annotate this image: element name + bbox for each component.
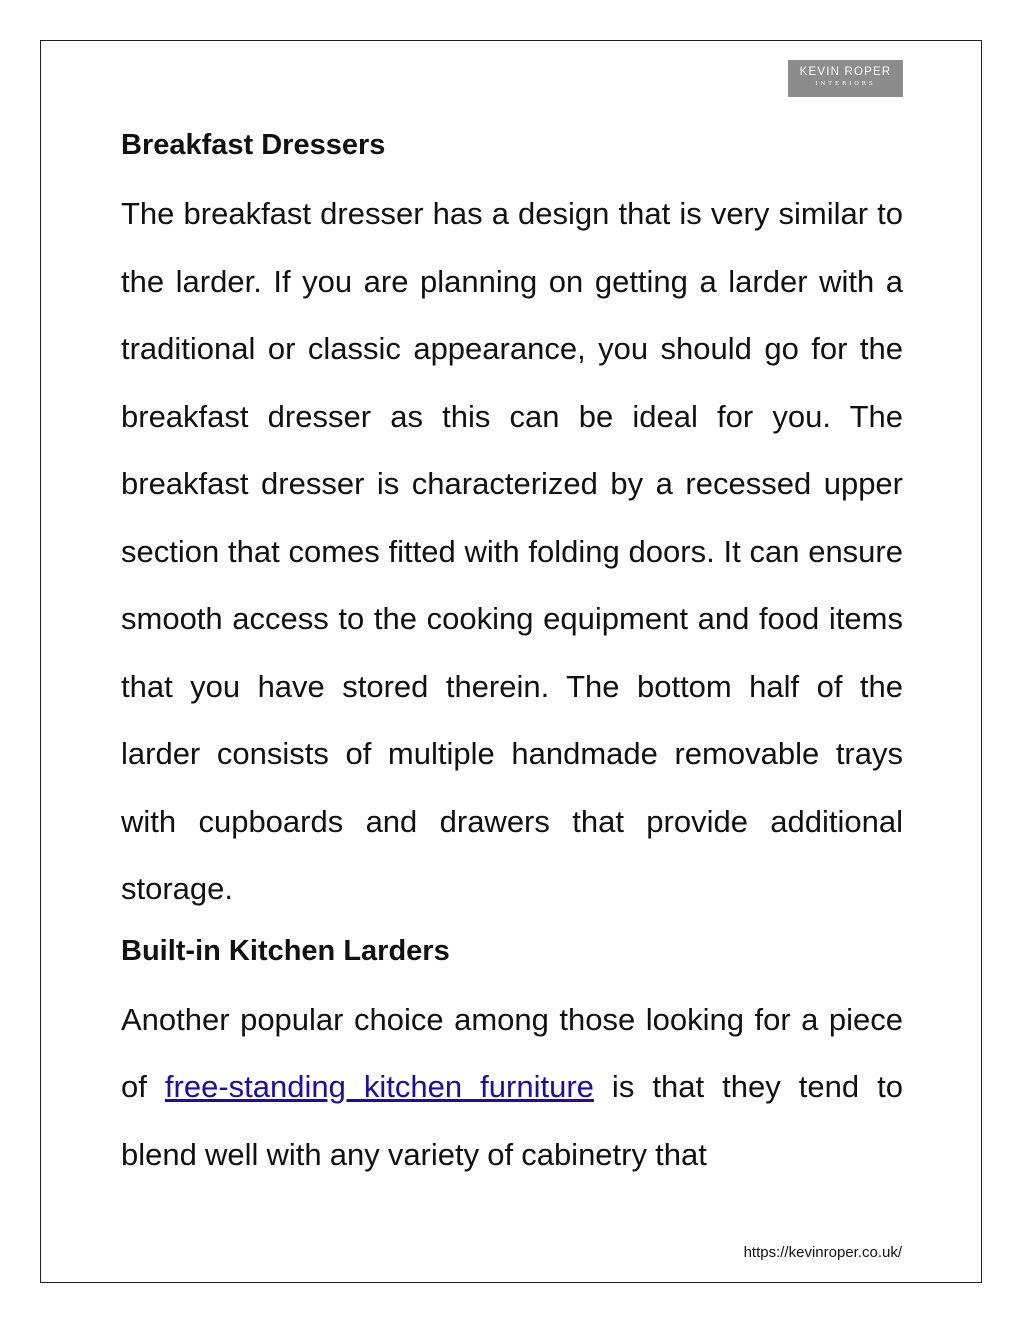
logo-name: KEVIN ROPER	[799, 66, 892, 78]
paragraph-text-after-link: is that they tend to blend well with any variety of cabinetry that	[121, 1069, 903, 1172]
logo-subtitle: INTERIORS	[815, 81, 876, 87]
section-heading-built-in-larders: Built-in Kitchen Larders	[121, 934, 450, 967]
paragraph-text-before-link: Another popular choice among those looking for a piece of	[121, 1001, 903, 1104]
paragraph-built-in-larders	[121, 986, 903, 1189]
document-body	[121, 120, 903, 1188]
paragraph-breakfast-dressers: The breakfast dresser has a design that is very similar to the larder. If you are planning on getting a larder with a traditional or classic appearance, you should go for the breakfast dresser as this can be ideal for you. The breakfast dresser is characterized by a recessed upper section that comes fitted with folding doors. It can ensure smooth access to the cooking equipment and food items that you have stored therein. The bottom half of the larder consists of multiple handmade removable trays with cupboards and drawers that provide additional storage.	[121, 196, 903, 906]
brand-logo	[788, 60, 903, 97]
section-heading-breakfast-dressers: Breakfast Dressers	[121, 129, 386, 161]
free-standing-furniture-link[interactable]: free-standing kitchen furniture	[164, 1069, 594, 1104]
footer-url: https://kevinroper.co.uk/	[743, 1244, 902, 1261]
